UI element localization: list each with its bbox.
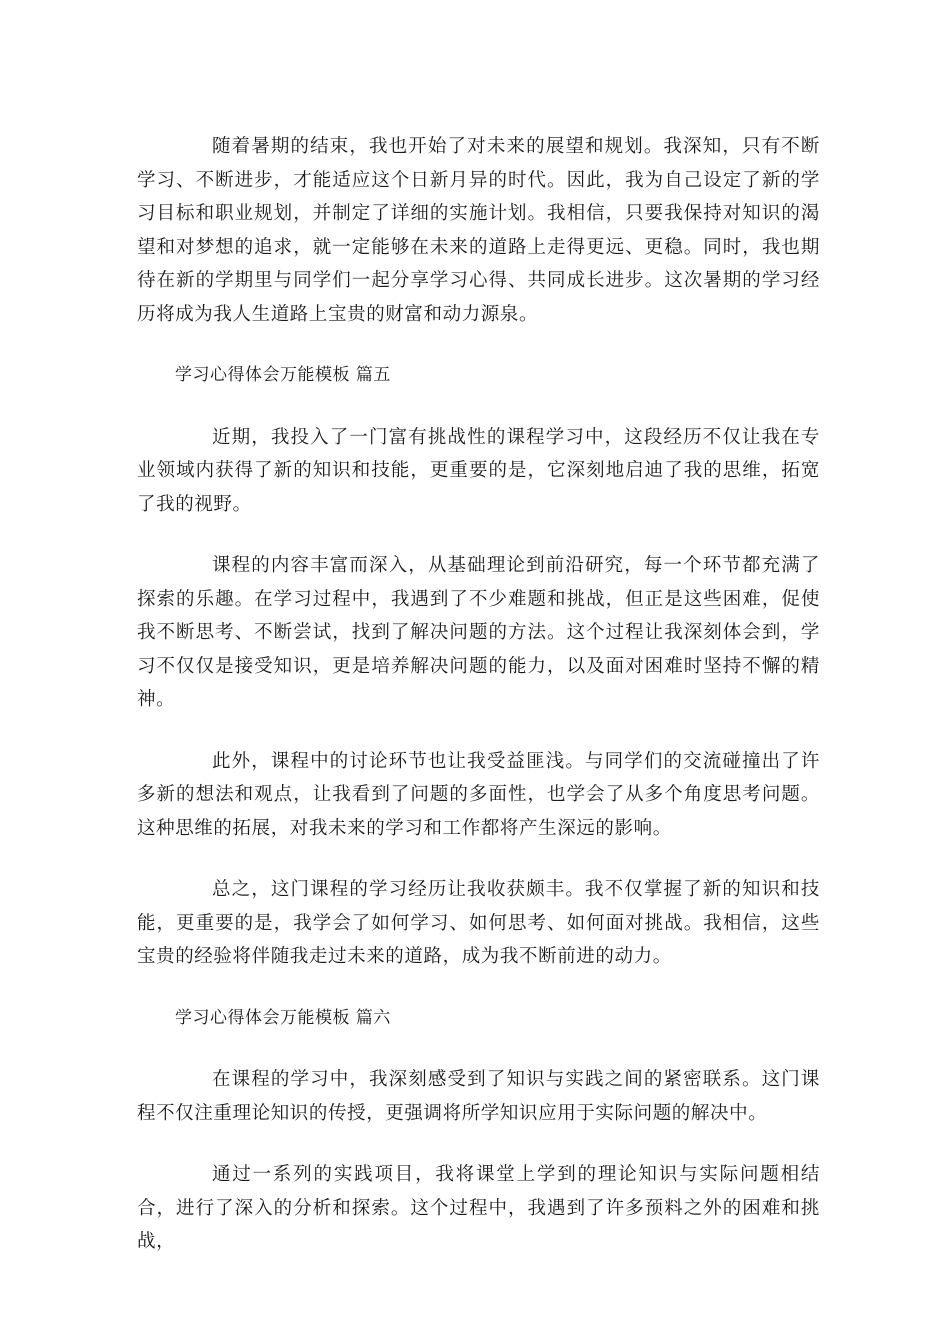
document-body bbox=[137, 130, 820, 1287]
section6-paragraph-1: 在课程的学习中，我深刻感受到了知识与实践之间的紧密联系。这门课程不仅注重理论知识的传授，更强调将所学知识应用于实际问题的解决中。 bbox=[137, 1069, 820, 1124]
section5-paragraph-1: 近期，我投入了一门富有挑战性的课程学习中，这段经历不仅让我在专业领域内获得了新的知识和技能，更重要的是，它深刻地启迪了我的思维，拓宽了我的视野。 bbox=[137, 426, 820, 515]
section6-paragraph-2: 通过一系列的实践项目，我将课堂上学到的理论知识与实际问题相结合，进行了深入的分析和探索。这个过程中，我遇到了许多预料之外的困难和挑战， bbox=[137, 1164, 820, 1252]
section5-paragraph-3: 此外，课程中的讨论环节也让我受益匪浅。与同学们的交流碰撞出了许多新的想法和观点，让我看到了问题的多面性，也学会了从多个角度思考问题。这种思维的拓展，对我未来的学习和工作都将产生深远的影响。 bbox=[137, 750, 820, 839]
section-heading-5: 学习心得体会万能模板 篇五 bbox=[175, 365, 391, 385]
paragraph-intro: 随着暑期的结束，我也开始了对未来的展望和规划。我深知，只有不断学习、不断进步，才能适应这个日新月异的时代。因此，我为自己设定了新的学习目标和职业规划，并制定了详细的实施计划。我相信，只要我保持对知识的渴望和对梦想的追求，就一定能够在未来的道路上走得更远、更稳。同时，我也期待在新的学期里与同学们一起分享学习心得、共同成长进步。这次暑期的学习经历将成为我人生道路上宝贵的财富和动力源泉。 bbox=[137, 136, 820, 325]
section5-paragraph-4: 总之，这门课程的学习经历让我收获颇丰。我不仅掌握了新的知识和技能，更重要的是，我学会了如何学习、如何思考、如何面对挑战。我相信，这些宝贵的经验将伴随我走过未来的道路，成为我不断前进的动力。 bbox=[137, 879, 820, 967]
section5-paragraph-2: 课程的内容丰富而深入，从基础理论到前沿研究，每一个环节都充满了探索的乐趣。在学习过程中，我遇到了不少难题和挑战，但正是这些困难，促使我不断思考、不断尝试，找到了解决问题的方法。这个过程让我深刻体会到，学习不仅仅是接受知识，更是培养解决问题的能力，以及面对困难时坚持不懈的精神。 bbox=[137, 555, 820, 710]
section-heading-6: 学习心得体会万能模板 篇六 bbox=[175, 1007, 391, 1028]
